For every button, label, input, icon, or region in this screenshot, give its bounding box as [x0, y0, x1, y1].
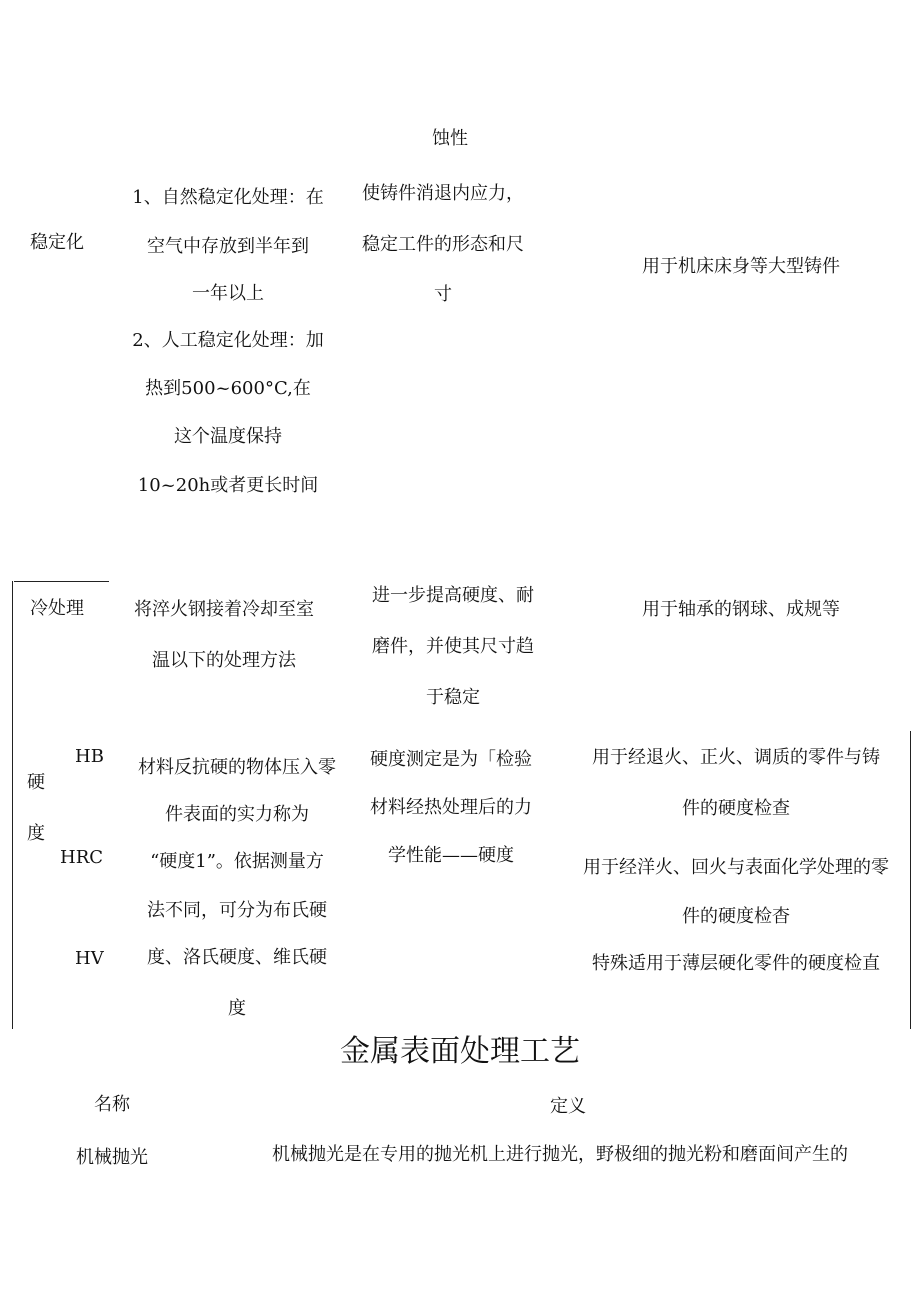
- hardness-type-hrc: HRC: [60, 847, 104, 868]
- hardness-application-line: 件的硬度检杳: [682, 906, 790, 927]
- hardness-definition-line: 法不同，可分为布氏硬: [147, 900, 327, 921]
- hardness-definition-line: 度、洛氏硬度、维氏硬: [147, 947, 327, 968]
- stabilize-method-line: 一年以上: [192, 283, 264, 304]
- row-definition-mechanical-polishing: 机械抛光是在专用的抛光机上进行抛光，野极细的抛光粉和磨面间产生的: [272, 1144, 848, 1165]
- table-fragment-text: 蚀性: [432, 128, 468, 149]
- stabilize-purpose-line: 寸: [434, 284, 452, 305]
- hardness-application-line: 用于经退火、正火、调质的零件与铸: [592, 747, 880, 768]
- stabilize-application: 用于机床床身等大型铸件: [642, 256, 840, 277]
- row-name-hardness: 硬: [27, 772, 45, 793]
- column-header-name: 名称: [94, 1094, 130, 1115]
- stabilize-method-line: 空气中存放到半年到: [147, 236, 309, 257]
- row-name-cold: 冷处理: [30, 598, 84, 619]
- hardness-definition-line: “硬度1”。依据测量方: [150, 851, 324, 872]
- cold-application: 用于轴承的钢球、成规等: [642, 599, 840, 620]
- section-title: 金属表面处理工艺: [340, 1034, 580, 1069]
- table-border-top: [14, 581, 109, 582]
- table-border-left: [12, 581, 13, 1029]
- cold-purpose-line: 磨件，并使其尺寸趋: [372, 636, 534, 657]
- hardness-purpose-line: 硬度测定是为「检验: [370, 749, 532, 770]
- hardness-type-hv: HV: [75, 948, 104, 969]
- stabilize-method-line: 10~20h或者更长时间: [137, 475, 319, 496]
- hardness-application-line: 件的硬度检查: [682, 798, 790, 819]
- stabilize-method-line: 1、自然稳定化处理：在: [132, 187, 324, 208]
- stabilize-method-line: 热到500~600°C,在: [145, 378, 311, 399]
- hardness-definition-line: 度: [228, 998, 246, 1019]
- column-header-definition: 定义: [550, 1096, 586, 1117]
- hardness-application-line: 用于经洋火、回火与表面化学处理的零: [583, 857, 889, 878]
- stabilize-purpose-line: 稳定工件的形态和尺: [362, 234, 524, 255]
- row-name-hardness: 度: [27, 823, 45, 844]
- stabilize-method-line: 这个温度保持: [174, 426, 282, 447]
- cold-method-line: 将淬火钢接着冷却至室: [134, 599, 314, 620]
- hardness-definition-line: 件表面的实力称为: [165, 804, 309, 825]
- hardness-application-line: 特殊适用于薄层硬化零件的硬度检直: [592, 953, 880, 974]
- hardness-purpose-line: 学性能——硬度: [388, 845, 514, 866]
- cold-purpose-line: 进一步提高硬度、耐: [372, 585, 534, 606]
- hardness-type-hb: HB: [75, 746, 104, 767]
- cold-method-line: 温以下的处理方法: [152, 650, 296, 671]
- hardness-purpose-line: 材料经热处理后的力: [370, 797, 532, 818]
- cold-purpose-line: 于稳定: [426, 687, 480, 708]
- hardness-definition-line: 材料反抗硬的物体压入零: [138, 757, 336, 778]
- table-border-right: [910, 731, 911, 1029]
- stabilize-method-line: 2、人工稳定化处理：加: [132, 330, 324, 351]
- stabilize-purpose-line: 使铸件消退内应力，: [362, 183, 524, 204]
- row-name-mechanical-polishing: 机械抛光: [76, 1147, 148, 1168]
- row-name-stabilize: 稳定化: [30, 232, 84, 253]
